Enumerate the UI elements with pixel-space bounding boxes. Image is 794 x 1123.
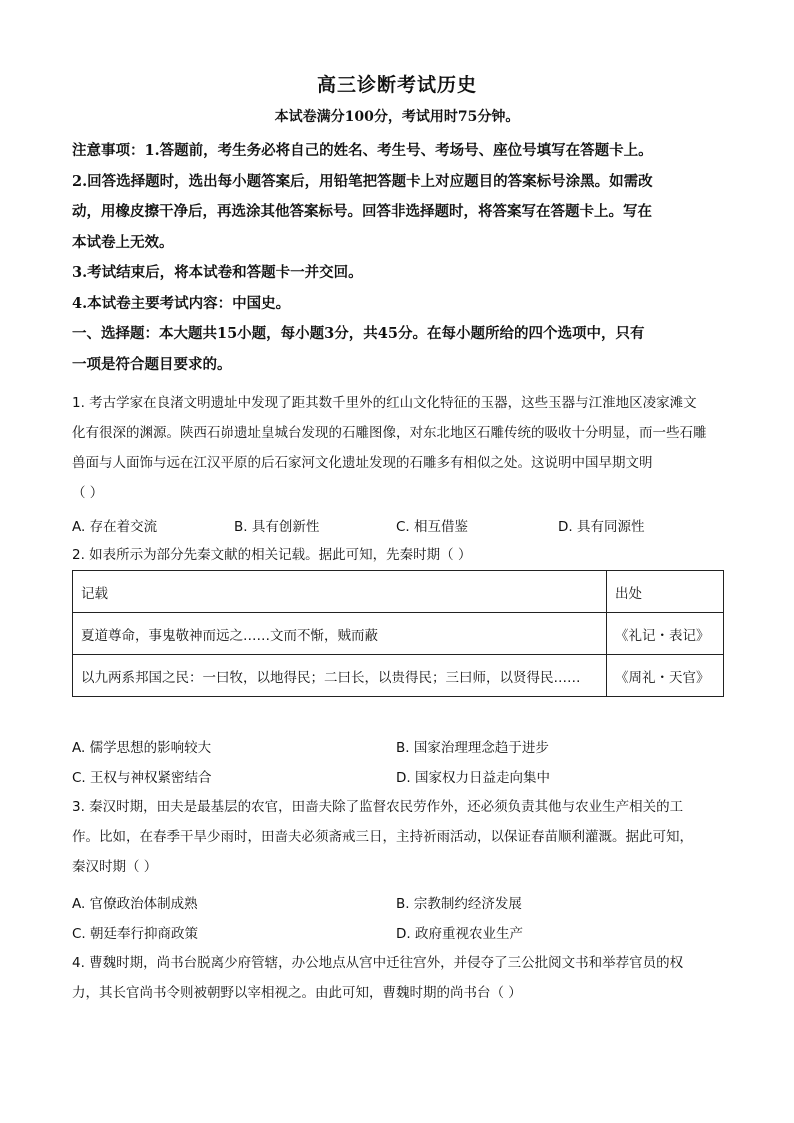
question-2-options-row-2 xyxy=(72,760,724,790)
records-table xyxy=(72,570,724,697)
question-3-line: 作。比如，在春季干旱少雨时，田啬夫必须斋戒三日，主持祈雨活动，以保证春苗顺利灌溉。据此可知， xyxy=(72,829,693,845)
question-2-stem: 2. 如表所示为部分先秦文献的相关记载。据此可知，先秦时期（ ） xyxy=(72,547,472,563)
question-4-line: 力，其长官尚书令则被朝野以宰相视之。由此可知，曹魏时期的尚书台（ ） xyxy=(72,985,522,1001)
option-d[interactable]: D. 政府重视农业生产 xyxy=(396,926,523,942)
option-d[interactable]: D. 具有同源性 xyxy=(558,519,645,535)
exam-notes xyxy=(72,136,724,380)
table-cell: 《礼记・表记》 xyxy=(607,613,724,655)
question-2-options-row-1 xyxy=(72,730,724,760)
question-3-line: 秦汉时期（ ） xyxy=(72,859,158,875)
question-4 xyxy=(72,948,724,1008)
table-row xyxy=(73,655,724,697)
note-line-2c: 本试卷上无效。 xyxy=(72,233,174,251)
option-b[interactable]: B. 宗教制约经济发展 xyxy=(396,896,522,912)
note-line-1: 注意事项：1.答题前，考生务必将自己的姓名、考生号、考场号、座位号填写在答题卡上。 xyxy=(72,142,653,159)
exam-subtitle: 本试卷满分100分，考试用时75分钟。 xyxy=(274,109,520,125)
table-header-row xyxy=(73,571,724,613)
table-cell: 《周礼・天官》 xyxy=(607,655,724,697)
table-cell: 夏道尊命，事鬼敬神而远之……文而不惭，贼而蔽 xyxy=(73,613,607,655)
note-line-2b: 动，用橡皮擦干净后，再选涂其他答案标号。回答非选择题时，将答案写在答题卡上。写在 xyxy=(72,203,652,220)
question-1-line: 化有很深的渊源。陕西石峁遗址皇城台发现的石雕图像，对东北地区石雕传统的吸收十分明显，而一些石雕 xyxy=(72,425,707,441)
question-1-line: 兽面与人面饰与远在江汉平原的后石家河文化遗址发现的石雕多有相似之处。这说明中国早期文明 xyxy=(72,455,653,471)
question-4-line: 4. 曹魏时期，尚书台脱离少府管辖，办公地点从宫中迁往宫外，并侵夺了三公批阅文书和举荐官员的权 xyxy=(72,955,684,971)
table-header-cell: 记载 xyxy=(73,571,607,613)
question-1-line: 1. 考古学家在良渚文明遗址中发现了距其数千里外的红山文化特征的玉器，这些玉器与江淮地区凌家滩文 xyxy=(72,395,697,411)
option-c[interactable]: C. 相互借鉴 xyxy=(396,519,469,535)
table-cell: 以九两系邦国之民：一曰牧，以地得民；二曰长，以贵得民；三曰师，以贤得民…… xyxy=(73,655,607,697)
question-3-line: 3. 秦汉时期，田夫是最基层的农官，田啬夫除了监督农民劳作外，还必须负责其他与农业生产相关的工 xyxy=(72,799,684,815)
option-c[interactable]: C. 朝廷奉行抑商政策 xyxy=(72,926,199,942)
question-1-line: （ ） xyxy=(72,485,104,501)
option-b[interactable]: B. 国家治理理念趋于进步 xyxy=(396,740,549,756)
option-a[interactable]: A. 官僚政治体制成熟 xyxy=(72,896,198,912)
note-line-3: 3.考试结束后，将本试卷和答题卡一并交回。 xyxy=(72,264,363,281)
option-a[interactable]: A. 存在着交流 xyxy=(72,519,158,535)
option-b[interactable]: B. 具有创新性 xyxy=(234,519,320,535)
table-header-cell: 出处 xyxy=(607,571,724,613)
note-line-2a: 2.回答选择题时，选出每小题答案后，用铅笔把答题卡上对应题目的答案标号涂黑。如需改 xyxy=(72,172,653,190)
question-3-options-row-1 xyxy=(72,886,724,916)
page-title: 高三诊断考试历史 xyxy=(316,74,477,96)
question-3 xyxy=(72,792,724,882)
table-row xyxy=(73,613,724,655)
question-3-options-row-2 xyxy=(72,916,724,946)
option-d[interactable]: D. 国家权力日益走向集中 xyxy=(396,770,550,786)
note-line-4: 4.本试卷主要考试内容：中国史。 xyxy=(72,294,291,312)
section-heading-line-2: 一项是符合题目要求的。 xyxy=(72,355,232,373)
section-heading-line-1: 一、选择题：本大题共15小题，每小题3分，共45分。在每小题所给的四个选项中，只有 xyxy=(72,325,645,342)
option-a[interactable]: A. 儒学思想的影响较大 xyxy=(72,740,212,756)
question-1 xyxy=(72,388,724,508)
option-c[interactable]: C. 王权与神权紧密结合 xyxy=(72,770,212,786)
question-1-options xyxy=(72,509,724,539)
